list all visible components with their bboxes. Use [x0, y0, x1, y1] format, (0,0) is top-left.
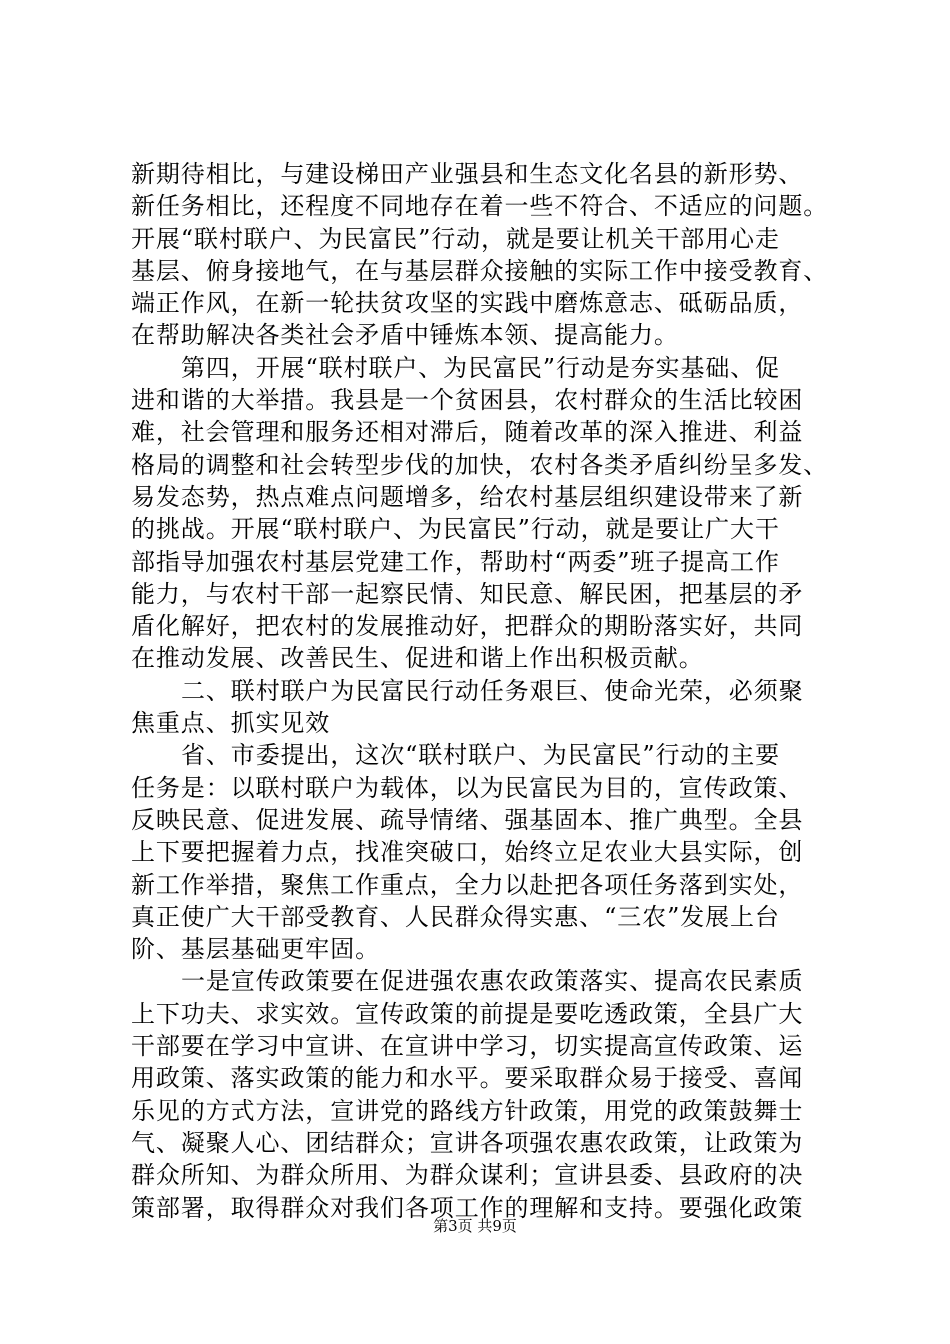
text-line: 新期待相比，与建设梯田产业强县和生态文化名县的新形势、 [131, 160, 804, 188]
text-line: 用政策、落实政策的能力和水平。要采取群众易于接受、喜闻 [131, 1064, 804, 1093]
paragraph-start-line: 一是宣传政策要在促进强农惠农政策落实、提高农民素质 [181, 967, 804, 996]
text-line: 在推动发展、改善民生、促进和谐上作出积极贡献。 [131, 644, 704, 673]
text-line: 开展“联村联户、为民富民”行动，就是要让机关干部用心走 [131, 224, 780, 253]
page-number-footer: 第3页 共9页 [433, 1217, 517, 1235]
text-line: 阶、基层基础更牢固。 [131, 935, 380, 964]
text-line: 新任务相比，还程度不同地存在着一些不符合、不适应的问题。 [131, 192, 829, 221]
text-line: 能力，与农村干部一起察民情、知民意、解民困，把基层的矛 [131, 579, 804, 608]
text-line: 上下要把握着力点，找准突破口，始终立足农业大县实际，创 [131, 838, 804, 867]
text-line: 进和谐的大举措。我县是一个贫困县，农村群众的生活比较困 [131, 386, 804, 415]
text-line: 易发态势，热点难点问题增多，给农村基层组织建设带来了新 [131, 482, 804, 511]
paragraph-start-line: 第四，开展“联村联户、为民富民”行动是夯实基础、促 [181, 353, 781, 382]
text-line: 端正作风，在新一轮扶贫攻坚的实践中磨炼意志、砥砺品质， [131, 289, 804, 318]
text-line: 上下功夫、求实效。宣传政策的前提是要吃透政策，全县广大 [131, 999, 804, 1028]
text-line: 格局的调整和社会转型步伐的加快，农村各类矛盾纠纷呈多发、 [131, 450, 829, 479]
text-line: 乐见的方式方法，宣讲党的路线方针政策，用党的政策鼓舞士 [131, 1096, 804, 1125]
text-line: 真正使广大干部受教育、人民群众得实惠、“三农”发展上台 [131, 902, 780, 931]
text-line: 气、凝聚人心、团结群众；宣讲各项强农惠农政策，让政策为 [131, 1128, 804, 1157]
document-body [131, 158, 831, 1224]
text-line: 基层、俯身接地气，在与基层群众接触的实际工作中接受教育、 [131, 256, 829, 285]
text-line: 任务是：以联村联户为载体，以为民富民为目的，宣传政策、 [131, 773, 804, 802]
paragraph-start-line: 省、市委提出，这次“联村联户、为民富民”行动的主要 [181, 741, 781, 770]
text-line: 干部要在学习中宣讲、在宣讲中学习，切实提高宣传政策、运 [131, 1032, 804, 1061]
text-line: 的挑战。开展“联村联户、为民富民”行动，就是要让广大干 [131, 515, 780, 544]
text-line: 难，社会管理和服务还相对滞后，随着改革的深入推进、利益 [131, 418, 804, 447]
text-line: 群众所知、为群众所用、为群众谋利；宣讲县委、县政府的决 [131, 1161, 804, 1190]
text-line: 盾化解好，把农村的发展推动好，把群众的期盼落实好，共同 [131, 612, 804, 641]
section-heading-line: 焦重点、抓实见效 [131, 709, 331, 738]
text-line: 策部署，取得群众对我们各项工作的理解和支持。要强化政策 [131, 1193, 804, 1222]
text-line: 反映民意、促进发展、疏导情绪、强基固本、推广典型。全县 [131, 805, 804, 834]
text-line: 新工作举措，聚焦工作重点，全力以赴把各项任务落到实处， [131, 870, 804, 899]
section-heading-line: 二、联村联户为民富民行动任务艰巨、使命光荣，必须聚 [181, 676, 804, 705]
text-line: 在帮助解决各类社会矛盾中锤炼本领、提高能力。 [131, 321, 679, 350]
text-line: 部指导加强农村基层党建工作，帮助村“两委”班子提高工作 [131, 547, 780, 576]
